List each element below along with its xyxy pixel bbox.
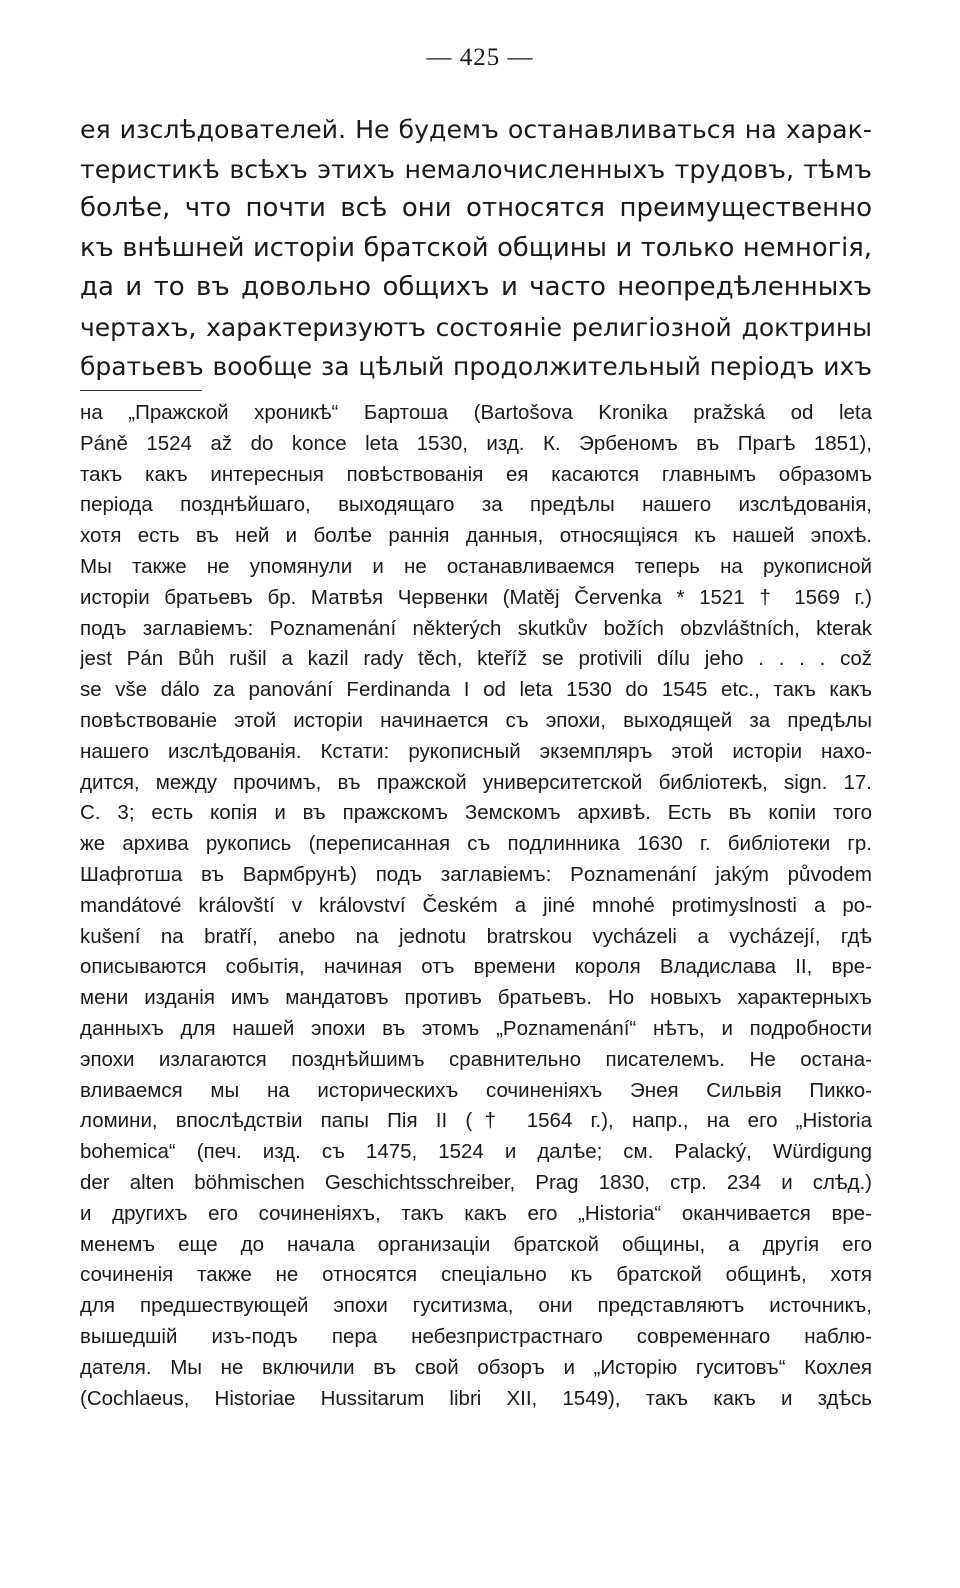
footnote-line: нашего изслѣдованія. Кстати: рукописный экземпляръ этой исторіи нахо-: [80, 739, 872, 763]
footnote-line: дится, между прочимъ, въ пражской университетской библіотекѣ, sign. 17.: [80, 770, 872, 794]
footnote-line: менемъ еще до начала организаціи братской общины, а другія его: [80, 1232, 872, 1256]
footnote-line: se vše dálo za panování Ferdinanda I od leta 1530 do 1545 etc., такъ какъ: [80, 678, 872, 702]
text-line: теристикѣ всѣхъ этихъ немалочисленныхъ трудовъ, тѣмъ: [80, 154, 872, 184]
footnote-line: описываются событія, начиная отъ времени короля Владислава II, вре-: [80, 955, 872, 979]
footnote-line: повѣствованіе этой исторіи начинается съ эпохи, выходящей за предѣлы: [80, 708, 872, 732]
footnote-line: вливаемся мы на историческихъ сочиненіяхъ Энея Сильвія Пикко-: [80, 1078, 872, 1102]
footnote-line: bohemica“ (печ. изд. съ 1475, 1524 и далѣе; см. Palacký, Würdigung: [80, 1140, 872, 1164]
text-line: братьевъ вообще за цѣлый продолжительный періодъ ихъ: [80, 352, 872, 381]
footnote: [80, 398, 872, 1414]
footnote-line: такъ какъ интересныя повѣствованія ея касаются главнымъ образомъ: [80, 462, 872, 486]
text-line: къ внѣшней исторіи братской общины и только немногія,: [80, 232, 872, 263]
footnote-line: мени изданія имъ мандатовъ противъ братьевъ. Но новыхъ характерныхъ: [80, 986, 872, 1010]
footnote-separator: [80, 390, 202, 391]
footnote-line: подъ заглавіемъ: Poznamenání některých skutkův božích obzvláštních, kterak: [80, 616, 872, 640]
footnote-line: дателя. Мы не включили въ свой обзоръ и „Исторію гуситовъ“ Кохлея: [80, 1355, 872, 1379]
footnote-line: исторіи братьевъ бр. Матвѣя Червенки (Matěj Červenka * 1521 † 1569 г.): [80, 585, 872, 609]
footnote-line: эпохи излагаются позднѣйшимъ сравнительно писателемъ. Не остана-: [80, 1047, 872, 1071]
footnote-line: хотя есть въ ней и болѣе раннія данныя, относящіяся къ нашей эпохѣ.: [80, 524, 872, 548]
text-line: чертахъ, характеризуютъ состояніе религіозной доктрины: [80, 312, 872, 342]
page-number: — 425 —: [426, 44, 534, 71]
footnote-line: Шафготша въ Вармбрунѣ) подъ заглавіемъ: Poznamenání jakým původem: [80, 862, 872, 886]
footnote-line: сочиненія также не относятся спеціально къ братской общинѣ, хотя: [80, 1263, 872, 1287]
footnote-line: данныхъ для нашей эпохи въ этомъ „Poznamenání“ нѣтъ, и подробности: [80, 1016, 872, 1040]
text-line: ея изслѣдователей. Не будемъ останавливаться на харак-: [80, 115, 872, 144]
footnote-line: jest Pán Bůh rušil a kazil rady těch, kteříž se protivili dílu jeho . . . . což: [80, 647, 872, 671]
text-line: болѣе, что почти всѣ они относятся преимущественно: [80, 193, 872, 223]
footnote-line: der alten böhmischen Geschichtsschreiber, Prag 1830, стр. 234 и слѣд.): [80, 1170, 872, 1194]
footnote-line: для предшествующей эпохи гуситизма, они представляютъ источникъ,: [80, 1294, 872, 1318]
footnote-line: Páně 1524 až do konce leta 1530, изд. К. Эрбеномъ въ Прагѣ 1851),: [80, 431, 872, 455]
text-line: да и то въ довольно общихъ и часто неопредѣленныхъ: [80, 272, 872, 302]
footnote-line: вышедшій изъ-подъ пера небезпристрастнаго современнаго наблю-: [80, 1324, 872, 1348]
main-paragraph: [80, 110, 872, 387]
footnote-line: на „Пражской хроникѣ“ Бартоша (Bartošova Kronika pražská od leta: [80, 401, 872, 424]
footnote-line: C. 3; есть копія и въ пражскомъ Земскомъ архивѣ. Есть въ копіи того: [80, 801, 872, 825]
footnote-line: періода позднѣйшаго, выходящаго за предѣлы нашего изслѣдованія,: [80, 493, 872, 517]
footnote-line: kušení na bratří, anebo na jednotu bratrskou vycházeli a vycházejí, гдѣ: [80, 924, 872, 948]
footnote-line: и другихъ его сочиненіяхъ, такъ какъ его „Historia“ оканчивается вре-: [80, 1201, 872, 1225]
footnote-line: ломини, впослѣдствіи папы Пія II († 1564 г.), напр., на его „Historia: [80, 1109, 872, 1133]
footnote-line: же архива рукопись (переписанная съ подлинника 1630 г. библіотеки гр.: [80, 832, 872, 856]
footnote-line: mandátové královští v království Českém a jiné mnohé protimyslnosti a po-: [80, 893, 872, 917]
footnote-line: Мы также не упомянули и не останавливаемся теперь на рукописной: [80, 554, 872, 578]
footnote-line: (Cochlaeus, Historiae Hussitarum libri XII, 1549), такъ какъ и здѣсь: [80, 1386, 872, 1410]
